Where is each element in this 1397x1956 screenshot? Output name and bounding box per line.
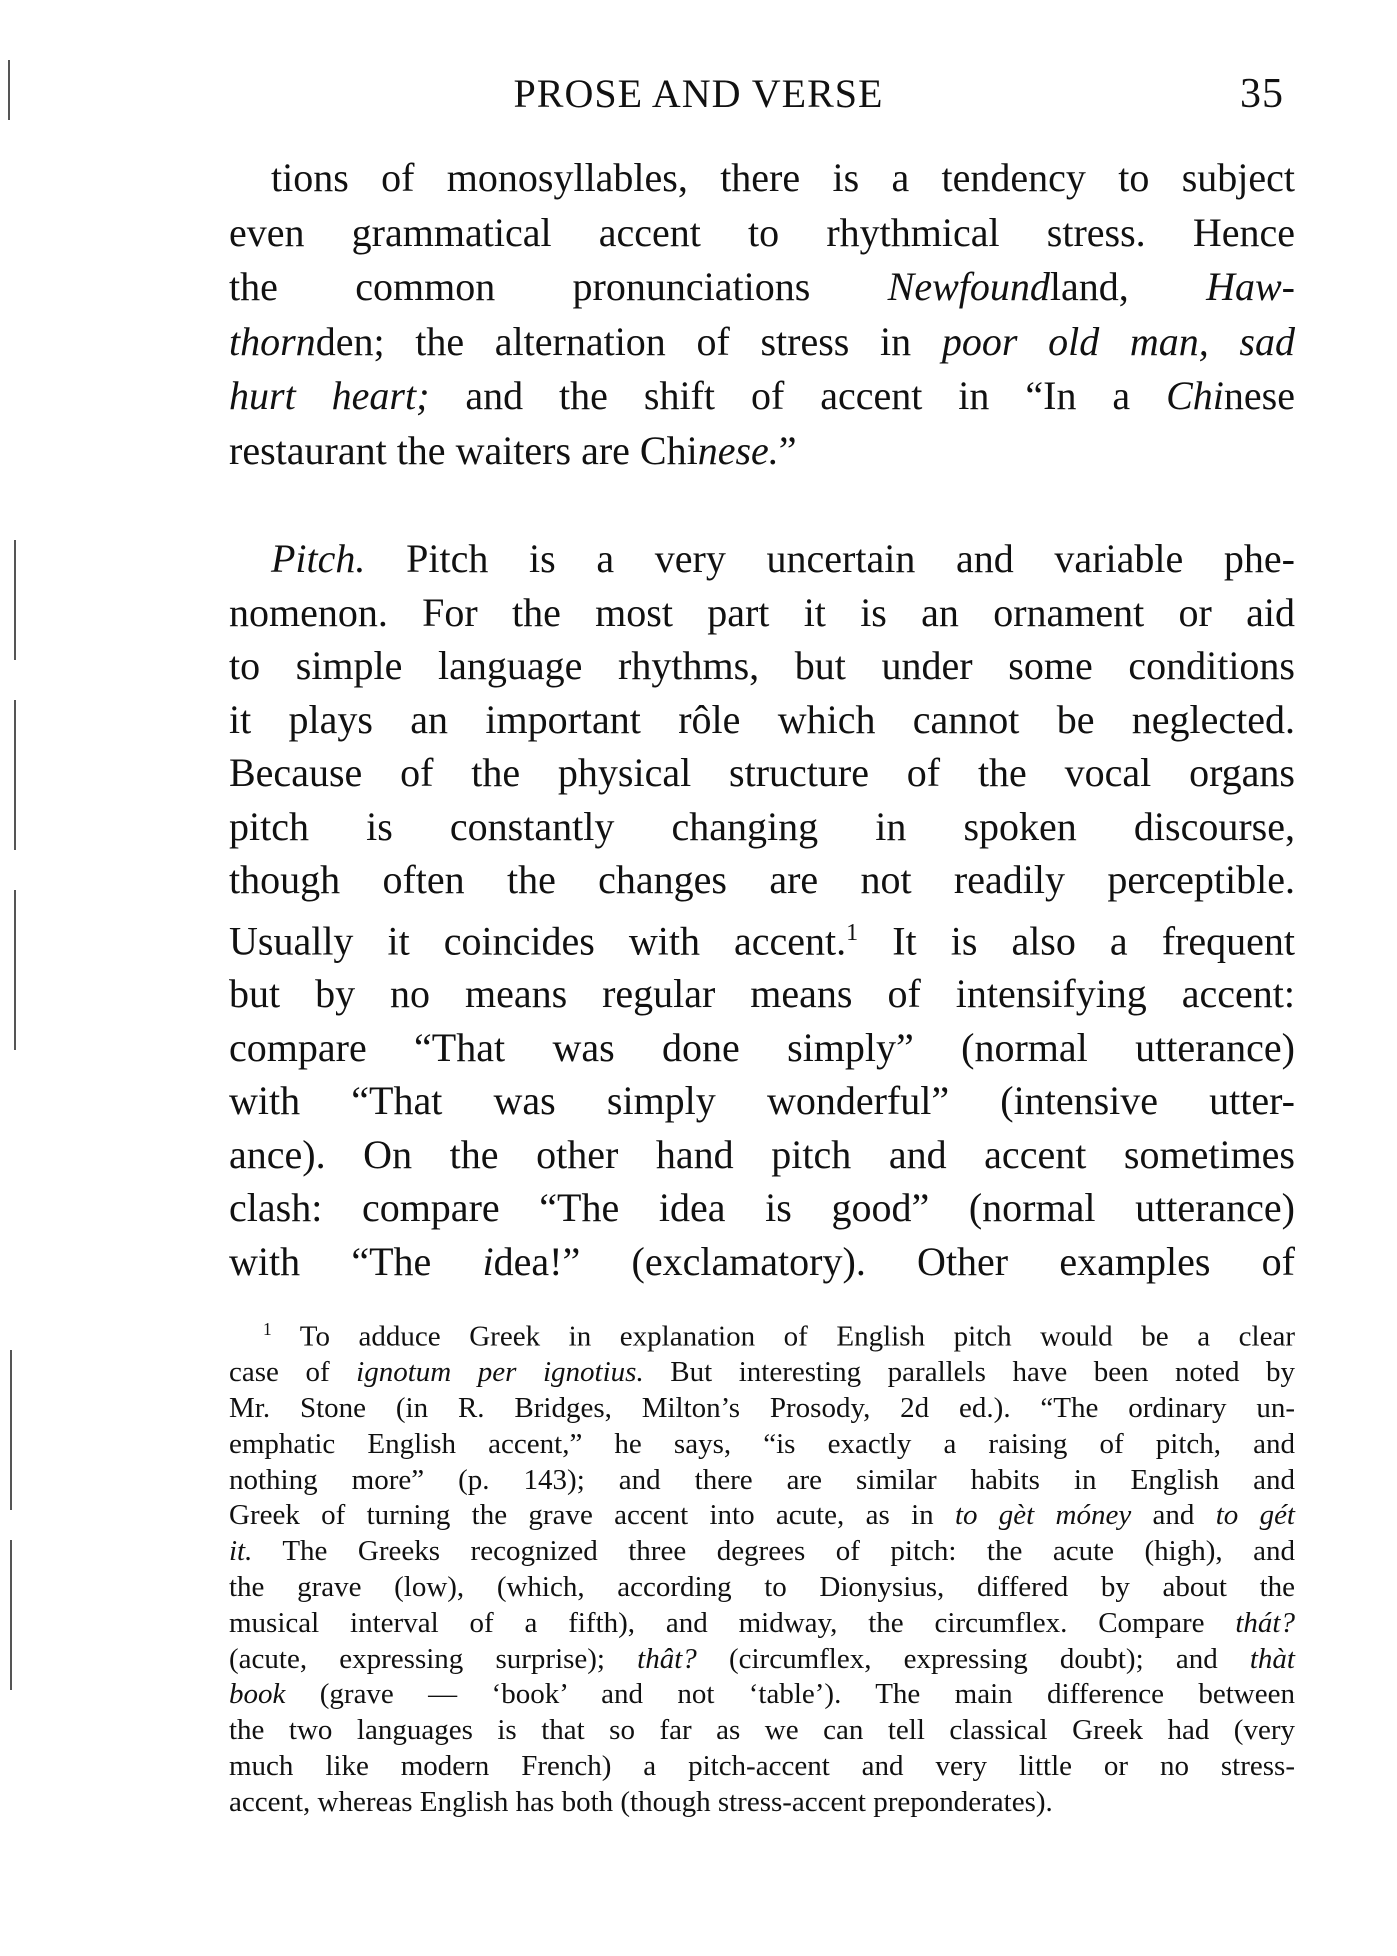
italic-text: thàt: [1249, 1642, 1295, 1675]
text-segment: It is also a frequent: [858, 917, 1295, 963]
text-segment: nomenon. For the most part it is an ornament or aid: [229, 589, 1295, 635]
text-segment: clash: compare “The idea is good” (normal utterance): [229, 1185, 1295, 1231]
footnote-marker: 1: [263, 1319, 272, 1339]
text-segment: to simple language rhythms, but under some conditions: [229, 643, 1295, 688]
text-line: [229, 1355, 1295, 1391]
text-segment: it plays an important rôle which cannot be neglected.: [229, 696, 1295, 742]
text-line: [229, 1463, 1295, 1499]
italic-text: Haw-: [1206, 264, 1295, 310]
text-segment: nese: [1223, 373, 1295, 419]
italic-text: Newfound: [887, 264, 1050, 310]
text-line: [229, 853, 1295, 907]
text-line: [229, 1749, 1295, 1785]
text-segment: land,: [1049, 264, 1207, 310]
text-line: [229, 1534, 1295, 1570]
text-line: [229, 907, 1295, 968]
text-segment: but by no means regular means of intensifying accent:: [229, 971, 1295, 1017]
text-line: [229, 1021, 1295, 1075]
text-line: [229, 1427, 1295, 1463]
text-line: [229, 800, 1295, 854]
text-line: [229, 1570, 1295, 1606]
italic-text: to gèt móney: [954, 1499, 1132, 1532]
running-head: PROSE AND VERSE: [513, 71, 884, 116]
text-segment: much like modern French) a pitch-accent and very little or no stress-: [229, 1750, 1295, 1782]
text-line: [229, 1391, 1295, 1427]
paragraph-stress: [229, 151, 1295, 479]
text-segment: case of: [229, 1356, 357, 1389]
text-segment: restaurant the waiters are Chi: [229, 427, 698, 473]
text-segment: and: [1131, 1499, 1216, 1532]
text-segment: But interesting parallels have been noted by: [643, 1356, 1296, 1389]
text-segment: To adduce Greek in explanation of English pitch would be a clear: [271, 1320, 1295, 1353]
text-line: [229, 206, 1295, 261]
text-segment: ”: [778, 427, 797, 473]
text-line: [229, 369, 1295, 424]
footnote-marker: 1: [846, 919, 859, 946]
text-line: [229, 586, 1295, 640]
text-segment: accent, whereas English has both (though stress-accent preponderates).: [229, 1785, 1053, 1818]
text-line: [229, 639, 1295, 693]
text-line: [229, 967, 1295, 1021]
text-line: [229, 1677, 1295, 1713]
text-segment: pitch is constantly changing in spoken discourse,: [229, 803, 1295, 849]
text-segment: Because of the physical structure of the vocal organs: [229, 750, 1295, 795]
text-line: [229, 424, 1295, 479]
text-segment: (acute, expressing surprise);: [229, 1642, 638, 1675]
text-segment: (circumflex, expressing doubt); and: [696, 1642, 1250, 1675]
text-segment: dea!” (exclamatory). Other examples of: [493, 1238, 1295, 1284]
italic-text: thorn: [229, 318, 316, 364]
text-line: [229, 1181, 1295, 1235]
text-line: [229, 1713, 1295, 1749]
text-line: [229, 1128, 1295, 1182]
italic-text: thât?: [637, 1642, 697, 1675]
text-segment: den; the alternation of stress in: [315, 318, 942, 364]
text-segment: Mr. Stone (in R. Bridges, Milton’s Prosody, 2d ed.). “The ordinary un-: [229, 1392, 1295, 1425]
italic-text: Chi: [1166, 373, 1224, 419]
text-segment: Usually it coincides with accent.: [229, 917, 847, 963]
text-segment: the common pronunciations: [229, 264, 888, 310]
italic-text: it.: [229, 1535, 253, 1568]
text-line: [229, 1606, 1295, 1642]
italic-text: book: [229, 1678, 286, 1711]
text-segment: nothing more” (p. 143); and there are similar habits in English and: [229, 1463, 1295, 1496]
italic-text: poor old man, sad: [941, 318, 1296, 364]
text-segment: the grave (low), (which, according to Dionysius, differed by about the: [229, 1571, 1295, 1604]
paragraph-pitch: [229, 532, 1295, 1288]
text-segment: Pitch is a very uncertain and variable phe-: [365, 536, 1295, 581]
italic-text: thát?: [1235, 1606, 1295, 1639]
text-segment: and the shift of accent in “In a: [429, 373, 1167, 419]
italic-text: hurt heart;: [229, 373, 430, 419]
text-line: [229, 1642, 1295, 1678]
italic-text: to gét: [1215, 1499, 1295, 1532]
text-line: [229, 260, 1295, 315]
italic-text: i: [482, 1238, 494, 1284]
italic-text: ignotum per ignotius.: [356, 1356, 644, 1389]
italic-text: Pitch.: [271, 536, 366, 581]
text-segment: with “The: [229, 1238, 483, 1284]
text-segment: ance). On the other hand pitch and accent sometimes: [229, 1131, 1295, 1177]
text-line: [229, 693, 1295, 747]
text-segment: compare “That was done simply” (normal utterance): [229, 1024, 1295, 1070]
page-number: 35: [1240, 71, 1284, 117]
text-segment: Greek of turning the grave accent into acute, as in: [229, 1499, 955, 1532]
text-segment: The Greeks recognized three degrees of pitch: the acute (high), and: [252, 1535, 1295, 1568]
text-line: [229, 1235, 1295, 1289]
text-segment: the two languages is that so far as we can tell classical Greek had (very: [229, 1714, 1295, 1747]
text-segment: emphatic English accent,” he says, “is exactly a raising of pitch, and: [229, 1427, 1295, 1460]
text-line: [229, 1312, 1295, 1355]
text-line: [229, 315, 1295, 370]
text-segment: musical interval of a fifth), and midway, the circumflex. Compare: [229, 1606, 1236, 1639]
italic-text: nese.: [697, 427, 779, 473]
text-segment: tions of monosyllables, there is a tendency to subject: [271, 155, 1295, 200]
text-segment: (grave — ‘book’ and not ‘table’). The main difference between: [285, 1678, 1295, 1711]
text-segment: though often the changes are not readily perceptible.: [229, 857, 1295, 902]
text-line: [229, 1074, 1295, 1128]
text-line: [229, 1785, 1295, 1821]
text-line: [229, 1498, 1295, 1534]
text-line: [229, 151, 1295, 206]
text-line: [229, 746, 1295, 800]
footnote: [229, 1312, 1295, 1821]
text-line: [229, 532, 1295, 586]
text-segment: with “That was simply wonderful” (intensive utter-: [229, 1078, 1295, 1124]
text-segment: even grammatical accent to rhythmical stress. Hence: [229, 209, 1295, 255]
